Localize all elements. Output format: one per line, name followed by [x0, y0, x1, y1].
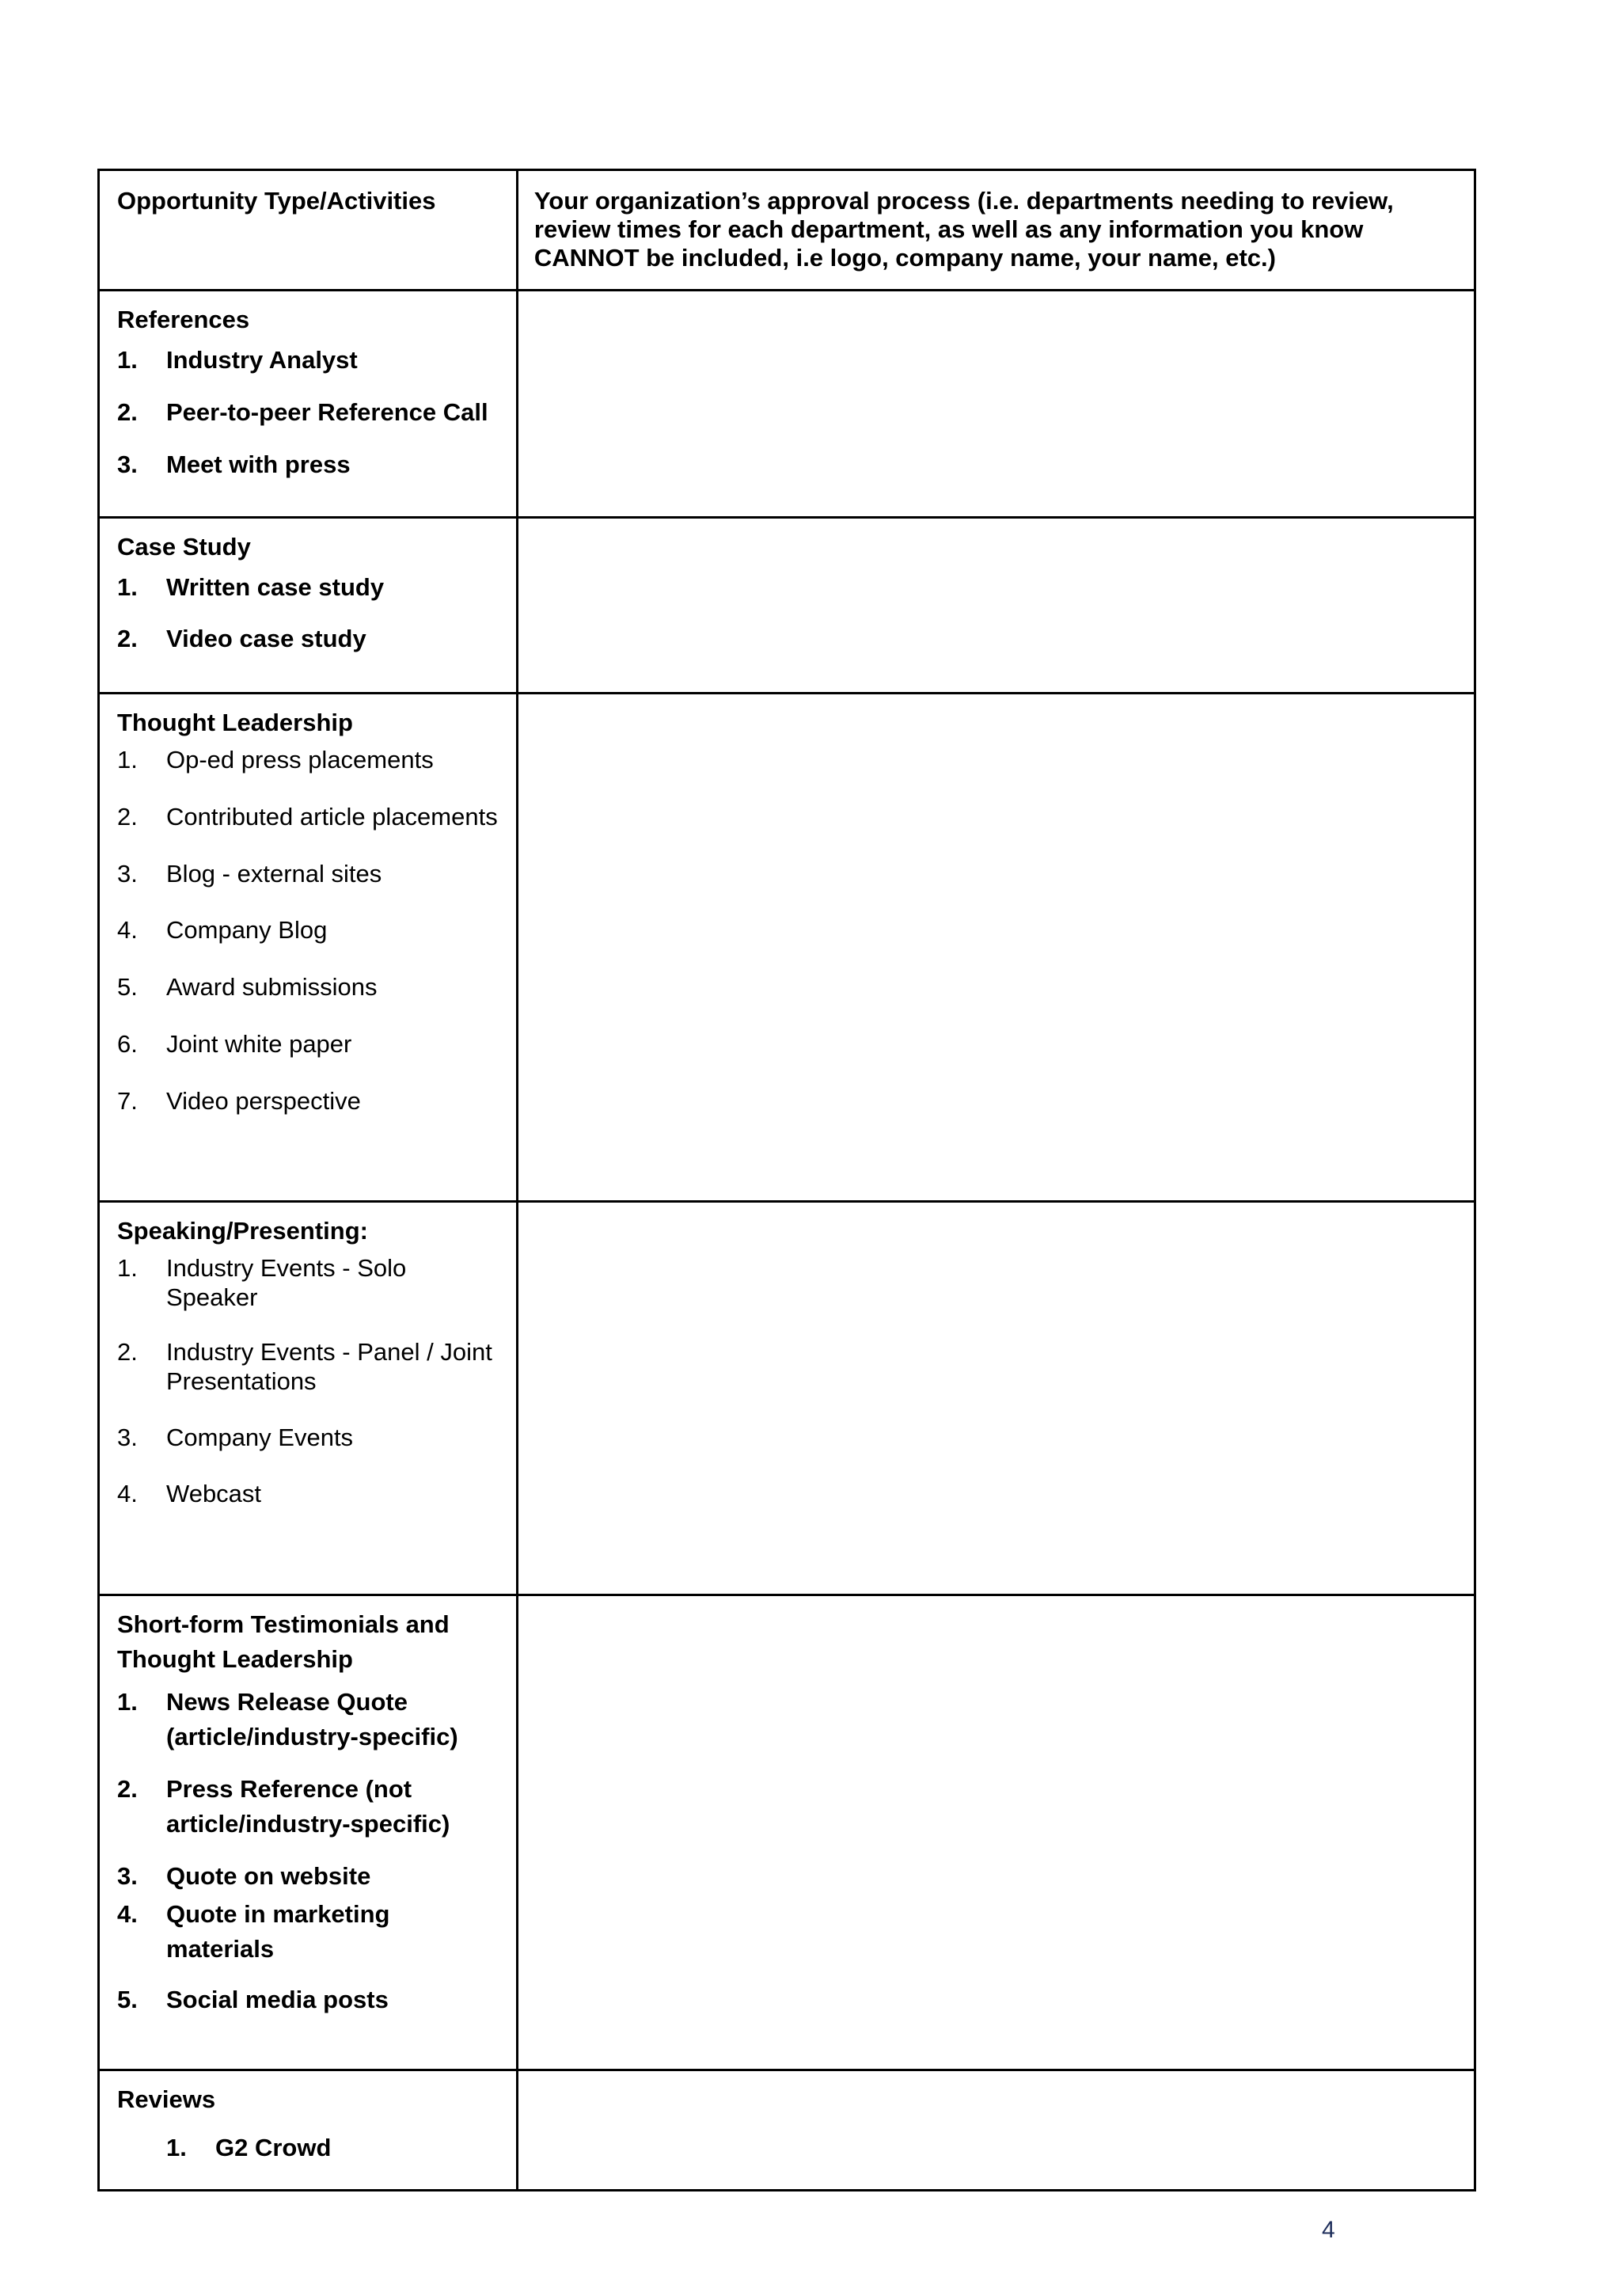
list-item-number: 1. — [117, 1688, 138, 1716]
section-title-references: References — [117, 306, 250, 333]
table-row-references — [99, 291, 1475, 518]
list-item-number: 1. — [117, 746, 138, 774]
list-item-number: 7. — [117, 1087, 138, 1115]
list-item — [117, 1479, 502, 1508]
list-item-number: 2. — [117, 803, 138, 831]
list-item-number: 4. — [117, 1900, 138, 1928]
list-item-number: 3. — [117, 860, 138, 888]
section-title-reviews: Reviews — [117, 2085, 216, 2113]
activity-cell — [99, 694, 518, 1202]
list-item-text: Company Blog — [166, 916, 328, 944]
list-item-number: 1. — [117, 1254, 138, 1282]
list-item-number: 3. — [117, 450, 138, 478]
list-item-text: Quote in marketing materials — [166, 1900, 390, 1963]
activity-cell — [99, 1202, 518, 1595]
section-title-speaking-presenting: Speaking/Presenting: — [117, 1217, 368, 1245]
list-item — [117, 1772, 502, 1842]
list-item — [166, 2133, 502, 2162]
section-title-case-study: Case Study — [117, 533, 251, 561]
list-item — [117, 1423, 502, 1452]
list-item-number: 1. — [117, 573, 138, 601]
list-item-number: 1. — [117, 346, 138, 374]
header-cell-approval-process — [517, 170, 1475, 291]
list-item — [117, 1337, 502, 1396]
table-row-speaking-presenting — [99, 1202, 1475, 1595]
list-item-text: Social media posts — [166, 1986, 389, 2013]
list-item-number: 4. — [117, 916, 138, 944]
list-item-text: Company Events — [166, 1424, 354, 1451]
approval-input-cell-references[interactable] — [517, 291, 1475, 518]
list-item-text: Webcast — [166, 1480, 262, 1507]
approval-input-cell-short-form-testimonials[interactable] — [517, 1595, 1475, 2070]
list-item-text: Contributed article placements — [166, 803, 498, 831]
list-item-text: Press Reference (not article/industry-specific) — [166, 1775, 450, 1838]
list-item-text: Op-ed press placements — [166, 746, 434, 774]
list-item-number: 5. — [117, 973, 138, 1001]
list-item — [117, 802, 502, 831]
page-number: 4 — [1322, 2217, 1335, 2243]
list-item — [117, 745, 502, 774]
list-item — [117, 859, 502, 888]
list-item-text: Industry Events - Solo Speaker — [166, 1254, 407, 1311]
list-item-number: 2. — [117, 625, 138, 652]
list-item-text: Written case study — [166, 573, 385, 601]
list-item-number: 2. — [117, 1775, 138, 1803]
section-title-thought-leadership: Thought Leadership — [117, 709, 353, 736]
list-item-text: Blog - external sites — [166, 860, 382, 888]
list-item — [117, 397, 502, 427]
list-item — [117, 915, 502, 945]
approval-input-cell-reviews[interactable] — [517, 2070, 1475, 2191]
list-item — [117, 1086, 502, 1116]
list-item — [117, 1897, 502, 1967]
header-approval-process-label: Your organization’s approval process (i.e. departments needing to review, review times for each department, as well as any information you know CANNOT be included, i.e logo, company name, your name, etc.) — [533, 187, 1394, 272]
list-item — [117, 572, 502, 602]
list-item-text: Meet with press — [166, 450, 351, 478]
list-item-text: Award submissions — [166, 973, 378, 1001]
list-item — [117, 1685, 502, 1754]
table-row-case-study — [99, 518, 1475, 694]
list-item-text: Video case study — [166, 625, 366, 652]
table-row-thought-leadership — [99, 694, 1475, 1202]
list-item — [117, 1982, 502, 2017]
table-row-reviews — [99, 2070, 1475, 2191]
list-item — [117, 624, 502, 653]
list-item-number: 5. — [117, 1986, 138, 2013]
activity-cell — [99, 518, 518, 694]
approval-input-cell-case-study[interactable] — [517, 518, 1475, 694]
approval-input-cell-speaking-presenting[interactable] — [517, 1202, 1475, 1595]
list-item-number: 3. — [117, 1862, 138, 1890]
list-item-text: G2 Crowd — [215, 2134, 332, 2161]
table-row-short-form-testimonials — [99, 1595, 1475, 2070]
list-item-number: 2. — [117, 398, 138, 426]
list-item-text: Quote on website — [166, 1862, 371, 1890]
list-item — [117, 972, 502, 1002]
header-cell-opportunity-type — [99, 170, 518, 291]
approval-input-cell-thought-leadership[interactable] — [517, 694, 1475, 1202]
list-item — [117, 1029, 502, 1059]
activity-cell — [99, 1595, 518, 2070]
list-item-text: Peer-to-peer Reference Call — [166, 398, 488, 426]
list-item-text: Industry Analyst — [166, 346, 358, 374]
list-item — [117, 1253, 502, 1312]
activity-cell — [99, 291, 518, 518]
activity-cell — [99, 2070, 518, 2191]
list-item-text: News Release Quote (article/industry-specific) — [166, 1688, 458, 1751]
list-item — [117, 450, 502, 479]
table-header-row — [99, 170, 1475, 291]
list-item-number: 2. — [117, 1338, 138, 1366]
list-item-number: 3. — [117, 1424, 138, 1451]
list-item — [117, 1859, 502, 1894]
list-item-number: 4. — [117, 1480, 138, 1507]
approval-process-table — [97, 169, 1476, 2191]
list-item — [117, 345, 502, 374]
header-opportunity-type-label: Opportunity Type/Activities — [117, 187, 436, 215]
list-item-text: Video perspective — [166, 1087, 361, 1115]
list-item-text: Joint white paper — [166, 1030, 352, 1058]
section-title-short-form-testimonials: Short-form Testimonials and Thought Leadership — [117, 1610, 450, 1673]
list-item-number: 6. — [117, 1030, 138, 1058]
list-item-text: Industry Events - Panel / Joint Presentations — [166, 1338, 492, 1395]
list-item-number: 1. — [166, 2134, 187, 2161]
